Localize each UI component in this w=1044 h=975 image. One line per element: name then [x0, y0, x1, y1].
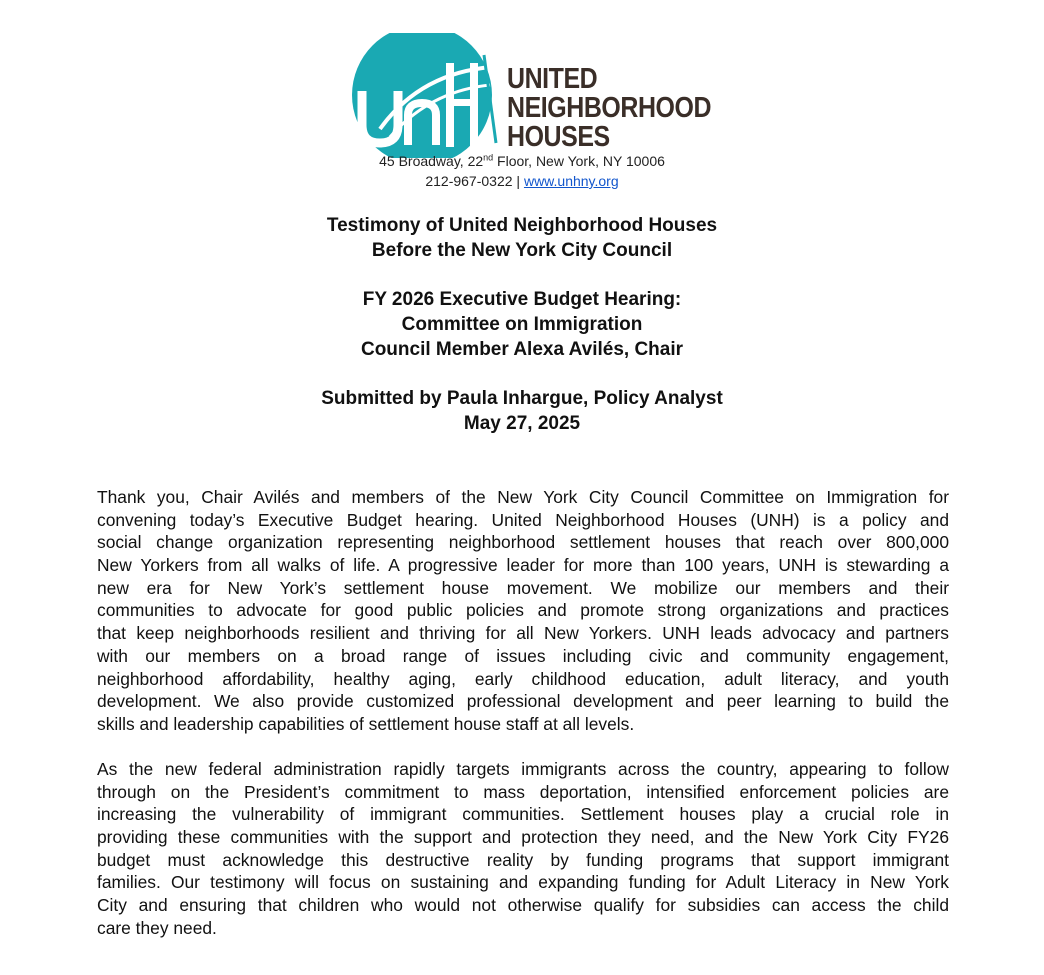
text-line: New Yorkers from all walks of life. A progressive leader for more than 100 years, UNH is stewarding a: [97, 555, 949, 576]
text-line: families. Our testimony will focus on sustaining and expanding funding for Adult Literacy in New York: [97, 872, 949, 893]
address-street: 45 Broadway, 22: [379, 153, 484, 169]
text-line: Thank you, Chair Avilés and members of the New York City Council Committee on Immigration for: [97, 487, 949, 507]
testimony-heading: [0, 213, 1044, 263]
heading-line-date: May 27, 2025: [463, 413, 581, 434]
text-line: City and ensuring that children who would not otherwise qualify for subsidies can access the child: [97, 895, 949, 916]
text-line: As the new federal administration rapidly targets immigrants across the country, appearing to follow: [97, 759, 949, 779]
address-ordinal: nd: [483, 152, 494, 163]
heading-line-submitter: Submitted by Paula Inhargue, Policy Analyst: [321, 388, 723, 409]
heading-line-chair: Council Member Alexa Avilés, Chair: [360, 339, 684, 360]
contact-line: [0, 173, 1044, 189]
body-paragraph-federal: [97, 758, 949, 940]
heading-line-council: Before the New York City Council: [371, 240, 673, 261]
text-line: neighborhood affordability, healthy aging, early childhood education, adult literacy, and youth: [97, 668, 949, 689]
submitter-heading: [0, 386, 1044, 436]
heading-line-testimony: Testimony of United Neighborhood Houses: [326, 215, 718, 236]
text-line: new era for New York’s settlement house movement. We mobilize our members and their: [97, 577, 949, 598]
text-line: budget must acknowledge this destructive reality by funding programs that support immigrant: [97, 849, 949, 870]
text-line: increasing the vulnerability of immigrant communities. Settlement houses play a crucial role in: [97, 804, 949, 825]
text-line: care they need.: [97, 917, 217, 938]
logo-word-neighborhood: NEIGHBORHOOD: [507, 92, 712, 124]
address-city: Floor, New York, NY 10006: [493, 153, 665, 169]
logo-word-united: UNITED: [507, 63, 598, 95]
text-line: providing these communities with the support and protection they need, and the New York City FY26: [97, 827, 949, 848]
text-line: convening today’s Executive Budget hearing. United Neighborhood Houses (UNH) is a policy and: [97, 509, 949, 530]
body-paragraph-intro: [97, 486, 949, 736]
hearing-heading: [0, 287, 1044, 362]
text-line: social change organization representing neighborhood settlement houses that reach over 800,000: [97, 532, 949, 553]
text-line: communities to advocate for good public policies and promote strong organizations and practices: [97, 600, 949, 621]
logo-wordmark: [507, 65, 711, 152]
address-line: [0, 153, 1044, 169]
logo-word-houses: HOUSES: [507, 121, 610, 153]
text-line: development. We also provide customized professional development and peer learning to build the: [97, 691, 949, 712]
text-line: that keep neighborhoods resilient and thriving for all New Yorkers. UNH leads advocacy and partners: [97, 623, 949, 644]
website-link[interactable]: www.unhny.org: [523, 173, 619, 189]
heading-line-committee: Committee on Immigration: [401, 314, 643, 335]
text-line: skills and leadership capabilities of settlement house staff at all levels.: [97, 713, 635, 734]
text-line: with our members on a broad range of issues including civic and community engagement,: [97, 645, 949, 666]
phone-number: 212-967-0322 |: [425, 173, 521, 189]
text-line: through on the President’s commitment to mass deportation, intensified enforcement policies are: [97, 781, 949, 802]
heading-line-hearing: FY 2026 Executive Budget Hearing:: [362, 289, 682, 310]
